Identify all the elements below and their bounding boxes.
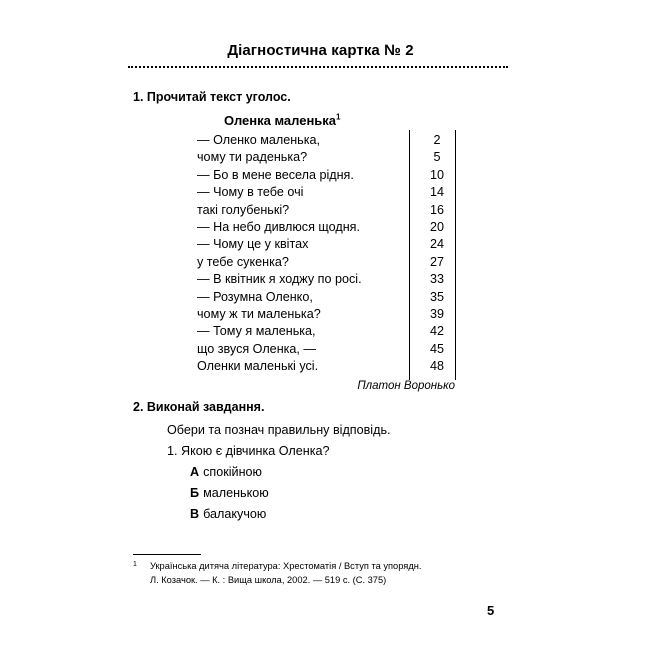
poem-line-number: 35 <box>429 289 444 304</box>
poem-line-text: чому ти раденька? <box>197 150 308 165</box>
poem-line-text: у тебе сукенка? <box>197 254 289 269</box>
poem-line <box>197 323 459 340</box>
poem-line-number: 33 <box>429 272 444 287</box>
poem-line-number: 48 <box>429 359 444 374</box>
title-divider <box>128 66 508 68</box>
poem-line <box>197 149 459 166</box>
footnote <box>133 560 515 587</box>
poem-line-number: 45 <box>429 341 444 356</box>
answer-option-b-text: маленькою <box>203 486 269 500</box>
poem-title-text: Оленка маленька <box>224 113 337 128</box>
poem-line-text: — Оленко маленька, <box>197 133 321 147</box>
poem-line <box>197 236 459 253</box>
footnote-reference-marker: 1 <box>336 112 341 122</box>
poem-line-number: 24 <box>429 237 444 252</box>
poem-line-number: 5 <box>433 150 441 165</box>
poem-line <box>197 341 459 358</box>
answer-option-a-letter: А <box>190 465 200 479</box>
answer-option-v-letter: В <box>190 507 200 521</box>
poem-line-text: — Чому в тебе очі <box>197 185 304 200</box>
footnote-marker: 1 <box>133 561 137 568</box>
poem-line <box>197 132 459 149</box>
poem-line-number: 20 <box>429 219 444 234</box>
answer-option-v-text: балакучою <box>203 507 267 521</box>
answer-option-a-text: спокійною <box>203 465 262 479</box>
page-title: Діагностична картка № 2 <box>227 42 414 59</box>
poem-line <box>197 289 459 306</box>
poem-line-number: 16 <box>429 202 444 217</box>
footnote-line-1: Українська дитяча література: Хрестоматія / Вступ та упорядн. <box>150 561 422 571</box>
answer-option-b-letter: Б <box>190 486 200 500</box>
poem-line-text: — Розумна Оленко, <box>197 289 313 304</box>
footnote-body <box>150 560 515 587</box>
poem-line <box>197 219 459 236</box>
poem-line <box>197 254 459 271</box>
poem-line <box>197 271 459 288</box>
answer-option-v[interactable] <box>190 507 266 521</box>
footnote-line-2: Л. Козачок. — К. : Вища школа, 2002. — 519 с. (С. 375) <box>150 574 387 585</box>
answer-option-a[interactable] <box>190 465 262 479</box>
poem-line-text: — Тому я маленька, <box>197 324 316 339</box>
poem-line-text: — В квітник я ходжу по росі. <box>197 272 362 287</box>
poem-line-number: 39 <box>429 306 444 321</box>
poem-block <box>197 132 459 392</box>
poem-line-text: — На небо дивлюся щодня. <box>197 219 360 234</box>
poem-line-number: 10 <box>429 167 444 182</box>
poem-line-number: 42 <box>429 324 444 339</box>
poem-line-number: 14 <box>429 185 444 200</box>
poem-line-number: 27 <box>429 254 444 269</box>
answer-option-b[interactable] <box>190 486 269 500</box>
poem-line-text: що звуся Оленка, — <box>197 341 317 356</box>
poem-line <box>197 358 459 375</box>
poem-line-text: Оленки маленькі усі. <box>197 359 319 374</box>
poem-line-text: такі голубенькі? <box>197 202 290 217</box>
footnote-divider <box>133 554 201 555</box>
poem-line-text: — Чому це у квітах <box>197 237 309 252</box>
task-2-instruction: Обери та познач правильну відповідь. <box>167 423 391 437</box>
task-2-heading: 2. Виконай завдання. <box>133 400 265 414</box>
poem-line <box>197 306 459 323</box>
page-number: 5 <box>487 603 495 618</box>
poem-line-text: — Бо в мене весела рідня. <box>197 167 354 182</box>
poem-author: Платон Воронько <box>357 380 455 392</box>
poem-line-text: чому ж ти маленька? <box>197 306 321 321</box>
poem-line <box>197 184 459 201</box>
question-1: 1. Якою є дівчинка Оленка? <box>167 444 330 458</box>
poem-line <box>197 167 459 184</box>
poem-title <box>224 113 340 128</box>
poem-line-number: 2 <box>433 133 441 147</box>
poem-line <box>197 202 459 219</box>
task-1-heading: 1. Прочитай текст уголос. <box>133 90 291 104</box>
